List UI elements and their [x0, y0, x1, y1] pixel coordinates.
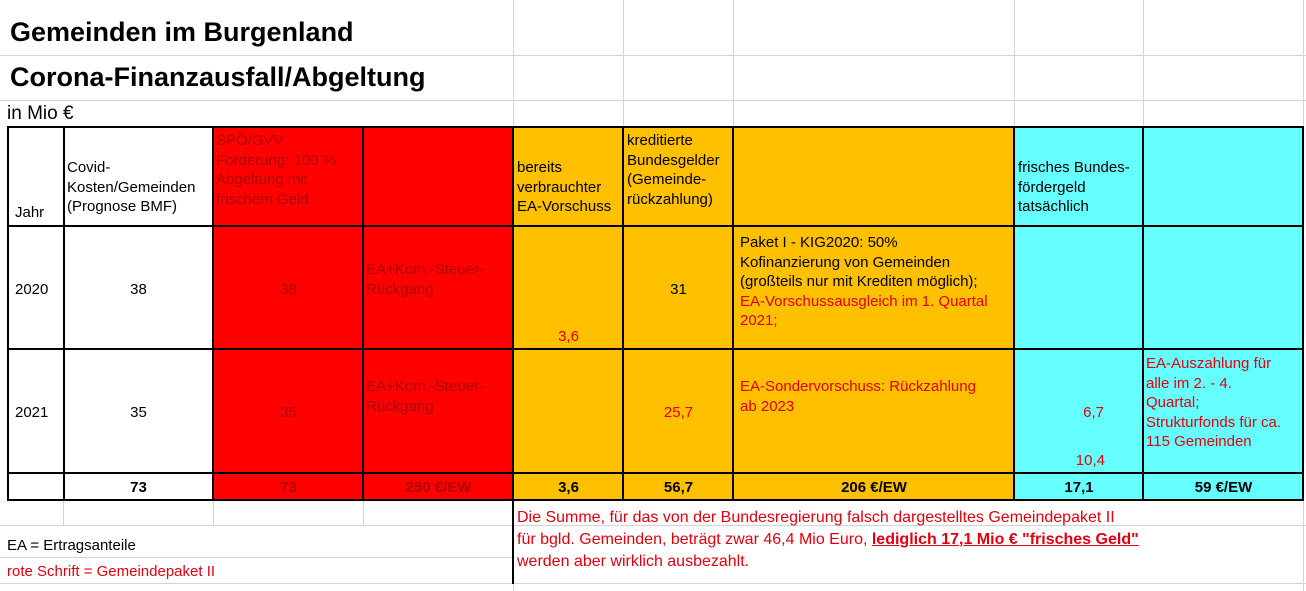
note-line — [517, 529, 1139, 551]
table-border — [1013, 126, 1015, 501]
header-spoe-line: SPÖ/GVV — [216, 132, 284, 149]
note-line: Die Summe, für das von der Bundesregierung falsch dargestelltes Gemeindepaket II — [517, 509, 1115, 526]
header-frisch-line: frisches Bundes- — [1018, 159, 1130, 176]
row-2021-frisch-b: 10,4 — [1075, 452, 1105, 469]
row-2020-kredit: 31 — [670, 281, 687, 298]
total-frisch: 17,1 — [1064, 479, 1094, 496]
title-line-2: Corona-Finanzausfall/Abgeltung — [10, 62, 426, 92]
note-line: werden aber wirklich ausbezahlt. — [517, 553, 750, 570]
header-covid — [67, 158, 212, 217]
paket-line: EA-Sondervorschuss: Rückzahlung — [740, 378, 976, 395]
ea-komm-line: Rückgang — [366, 280, 434, 298]
gridline — [623, 0, 624, 127]
header-bereits-line: EA-Vorschuss — [517, 198, 612, 215]
row-2021-spoe: 35 — [280, 404, 297, 421]
gridline — [0, 55, 1306, 56]
gridline — [1014, 0, 1015, 127]
table-border — [63, 126, 65, 501]
header-covid-line: Covid- — [67, 159, 111, 176]
auszahlung-line: EA-Auszahlung für — [1146, 355, 1272, 372]
table-border — [1302, 126, 1304, 501]
paket-line: Paket I - KIG2020: 50% — [740, 234, 898, 251]
header-frisch — [1018, 158, 1143, 217]
gridline — [213, 500, 214, 526]
row-2021-kredit: 25,7 — [663, 404, 694, 421]
header-kredit-line: Bundesgelder — [627, 151, 720, 169]
table-border — [7, 225, 1303, 227]
ea-komm-line: Rückgang — [366, 397, 434, 415]
gridline — [0, 557, 513, 558]
total-covid: 73 — [130, 479, 147, 496]
auszahlung-line: 115 Gemeinden — [1146, 433, 1252, 450]
row-2021-ea-komm — [366, 377, 512, 416]
gridline — [0, 100, 1306, 101]
paket-line: EA-Vorschussausgleich im 1. Quartal — [740, 292, 988, 310]
row-2020-jahr: 2020 — [15, 281, 49, 298]
header-jahr: Jahr — [15, 204, 45, 221]
paket-line: Kofinanzierung von Gemeinden — [740, 253, 951, 271]
header-bereits — [517, 158, 623, 217]
row-2021-jahr: 2021 — [15, 404, 49, 421]
auszahlung-line: alle im 2. - 4. — [1146, 374, 1232, 392]
gridline — [63, 500, 64, 526]
total-per-ew-2: 206 €/EW — [841, 479, 907, 496]
gridline — [733, 0, 734, 127]
table-border — [7, 348, 1303, 350]
legend-rote-schrift: rote Schrift = Gemeindepaket II — [7, 563, 216, 580]
total-per-ew-1: 250 €/EW — [405, 479, 472, 496]
header-bereits-line: bereits — [517, 159, 563, 176]
table-border — [512, 500, 514, 584]
paket-line: (großteils nur mit Krediten möglich); — [740, 273, 978, 290]
total-bereits: 3,6 — [558, 479, 579, 496]
table-border — [362, 126, 364, 501]
note-highlight: lediglich 17,1 Mio € "frisches Geld" — [871, 531, 1139, 548]
gridline — [0, 583, 1306, 584]
unit-label: in Mio € — [7, 103, 74, 124]
table-border — [7, 499, 1303, 501]
table-border — [512, 126, 514, 501]
header-spoe-line: Abgeltung mit — [216, 171, 308, 188]
table-border — [7, 472, 1303, 474]
header-frisch-line: fördergeld — [1018, 178, 1086, 196]
table-border — [7, 126, 1303, 128]
table-border — [212, 126, 214, 501]
header-spoe-line: frischem Geld — [216, 190, 309, 208]
paket-line: ab 2023 — [740, 397, 795, 415]
row-2021-paket — [740, 377, 1013, 416]
ea-komm-line: EA+Kom.-Steuer- — [366, 261, 484, 278]
note-line-2a: für bgld. Gemeinden, beträgt zwar 46,4 Mio Euro, — [517, 531, 872, 548]
row-2020-ea-komm — [366, 260, 512, 299]
row-2020-bereits: 3,6 — [558, 328, 579, 345]
row-2021-frisch-a: 6,7 — [1083, 404, 1104, 421]
table-border — [7, 126, 9, 501]
header-kreditiert — [627, 131, 733, 209]
paket-line: 2021; — [740, 312, 778, 329]
auszahlung-line: Strukturfonds für ca. — [1146, 413, 1282, 431]
header-spoe-forderung — [216, 131, 362, 209]
note-text — [517, 507, 1139, 573]
row-2020-paket — [740, 233, 1013, 331]
header-kredit-line: rückzahlung) — [627, 190, 713, 208]
row-2020-spoe: 38 — [280, 281, 297, 298]
gridline — [363, 500, 364, 526]
row-2021-auszahlung — [1146, 354, 1302, 452]
gridline — [1143, 0, 1144, 127]
row-2021-covid: 35 — [130, 404, 147, 421]
header-spoe-line: Forderung: 100 % — [216, 151, 337, 169]
header-covid-line: Kosten/Gemeinden — [67, 178, 196, 196]
total-kredit: 56,7 — [663, 479, 694, 496]
ea-komm-line: EA+Kom.-Steuer- — [366, 378, 484, 395]
header-frisch-line: tatsächlich — [1018, 198, 1089, 215]
title-line-1: Gemeinden im Burgenland — [10, 17, 354, 47]
legend-ea: EA = Ertragsanteile — [7, 537, 136, 554]
header-covid-line: (Prognose BMF) — [67, 198, 178, 215]
total-spoe: 73 — [280, 479, 297, 496]
header-kredit-line: kreditierte — [627, 132, 693, 149]
row-2020-covid: 38 — [130, 281, 147, 298]
auszahlung-line: Quartal; — [1146, 394, 1200, 411]
total-per-ew-3: 59 €/EW — [1194, 479, 1253, 496]
header-kredit-line: (Gemeinde- — [627, 171, 707, 188]
header-bereits-line: verbrauchter — [517, 178, 602, 196]
